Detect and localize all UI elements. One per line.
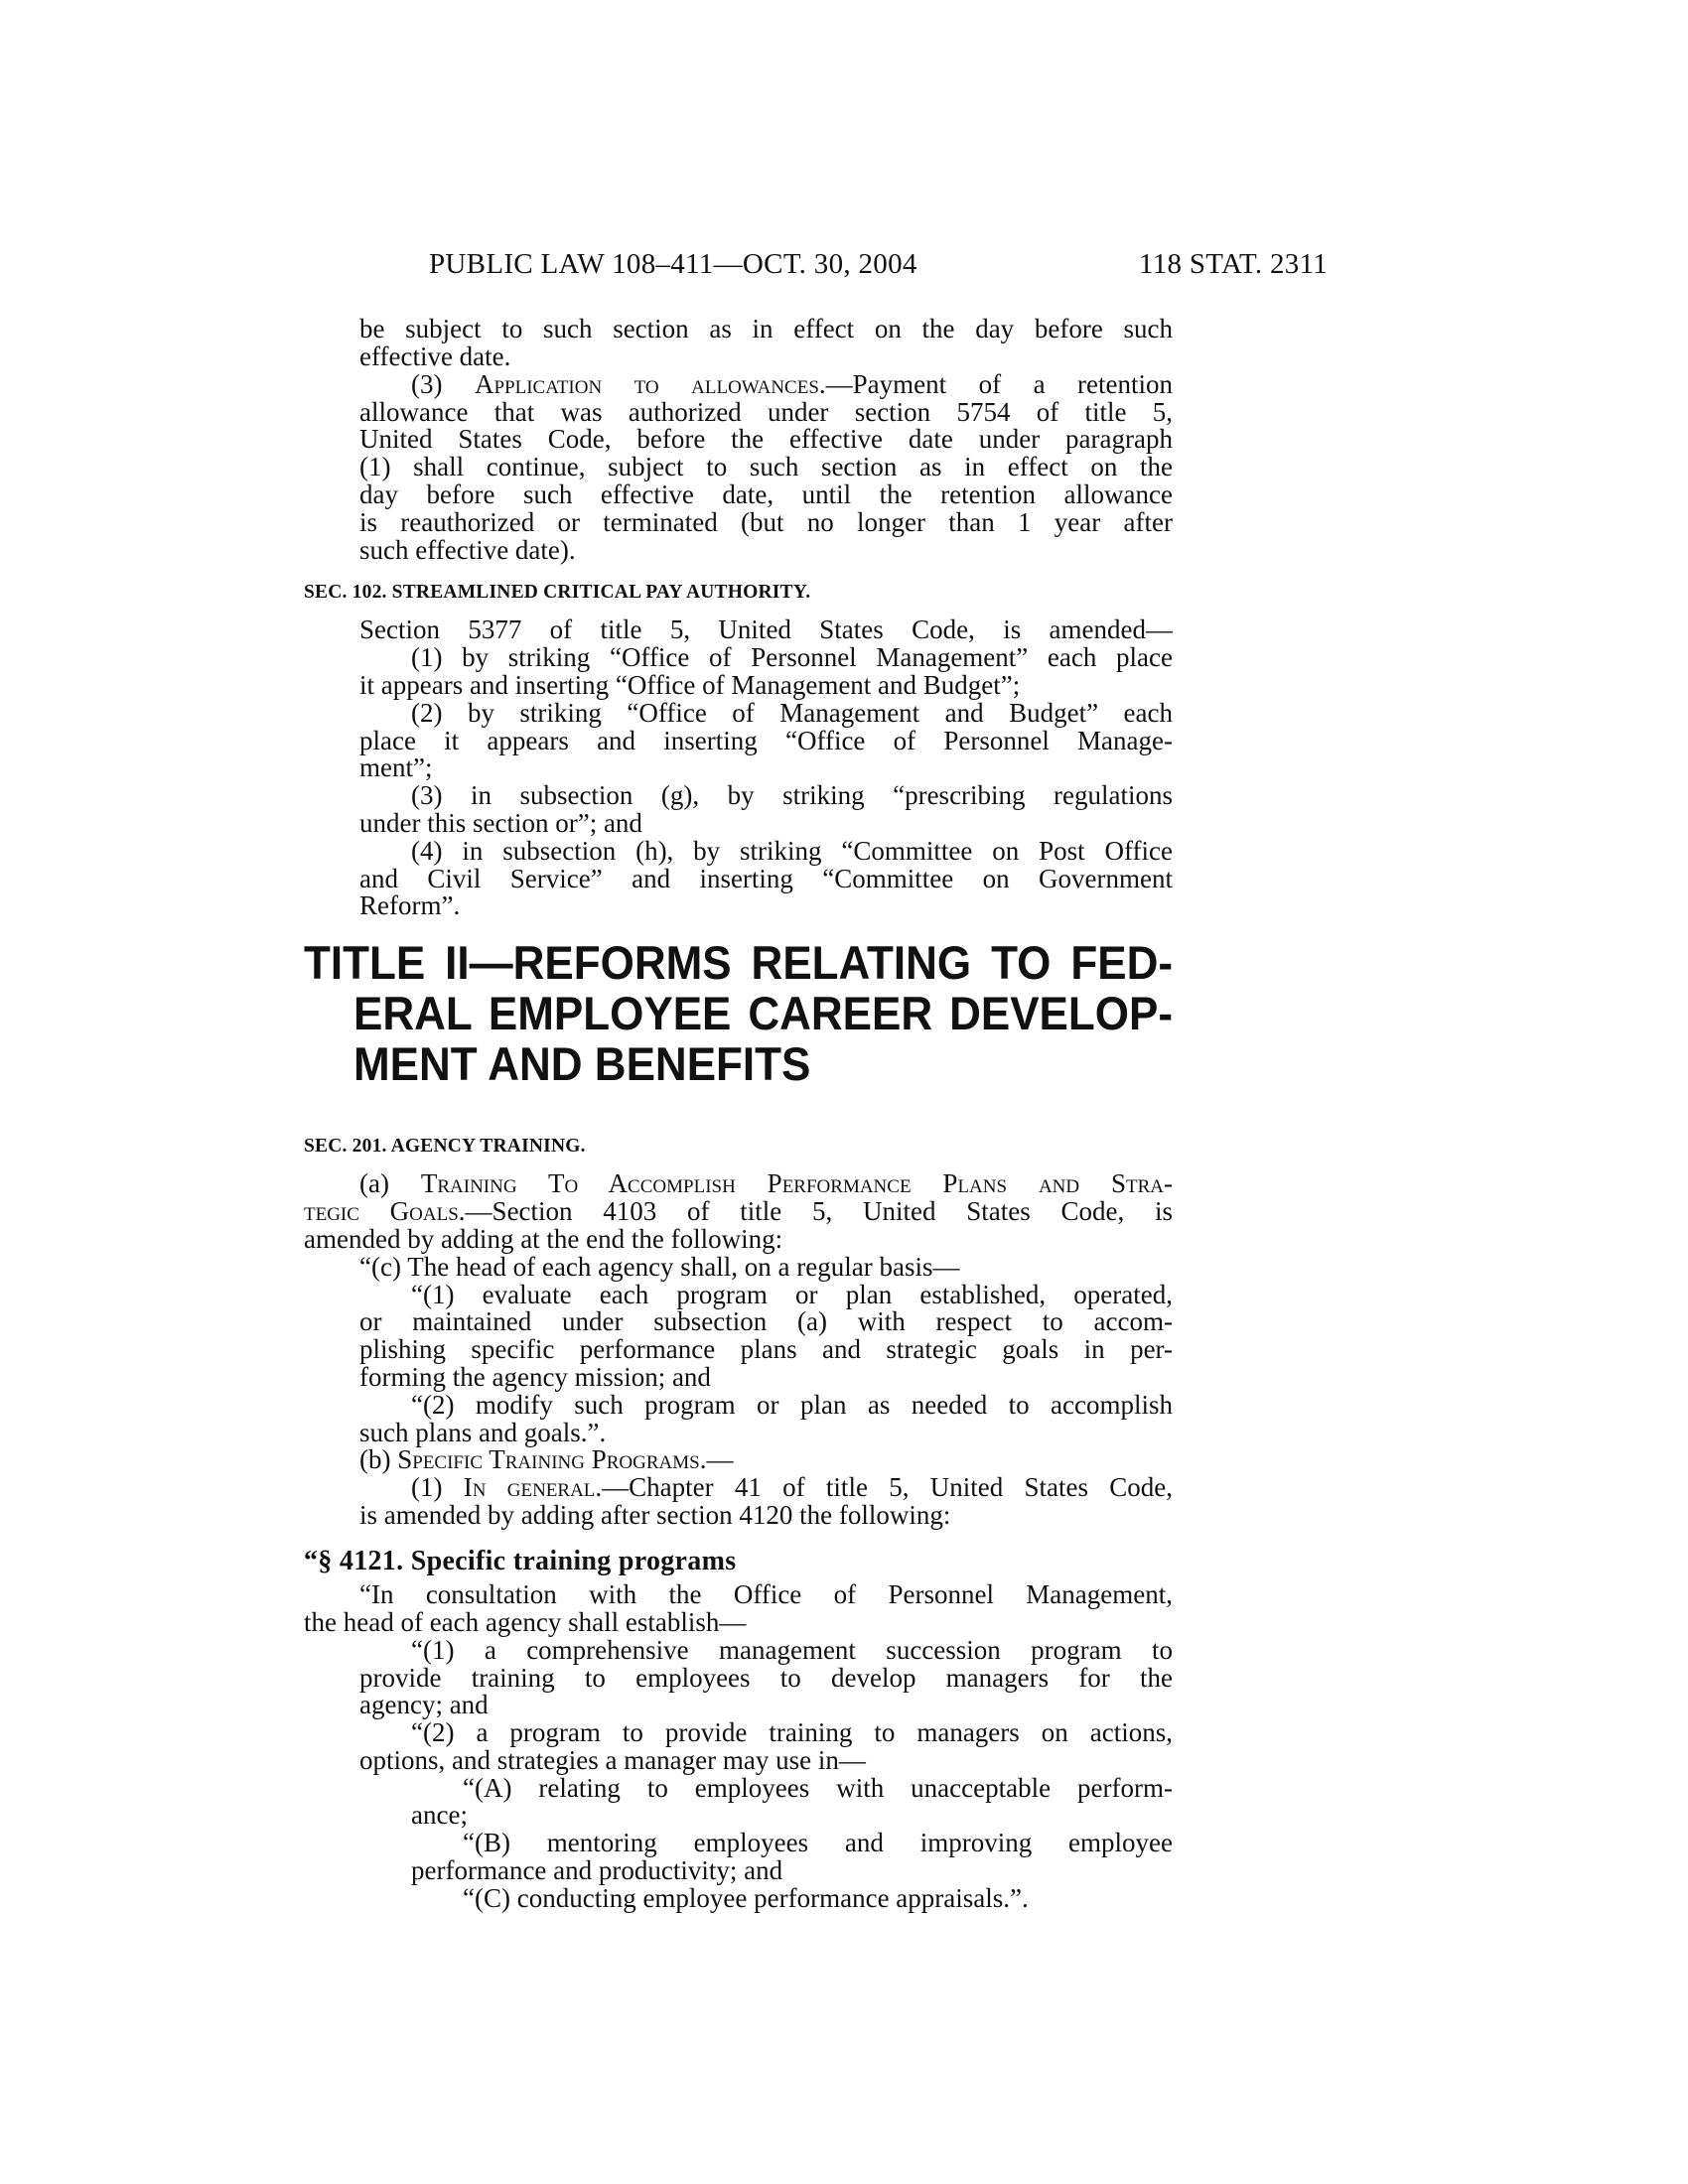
paragraph-heading: Application to allowances. bbox=[474, 371, 826, 399]
body-line: ance; bbox=[411, 1802, 468, 1830]
body-line: “(1) evaluate each program or plan established, operated, bbox=[411, 1282, 1173, 1309]
paragraph-3-line: (3) Application to allowances.—Payment of a retention bbox=[411, 371, 1173, 399]
body-line: plishing specific performance plans and strategic goals in per- bbox=[359, 1336, 1173, 1364]
body-line: such effective date). bbox=[359, 537, 576, 565]
section-heading-201: SEC. 201. AGENCY TRAINING. bbox=[304, 1136, 586, 1157]
body-line: Section 5377 of title 5, United States Code, is amended— bbox=[359, 616, 1173, 644]
body-line: is amended by adding after section 4120 the following: bbox=[359, 1502, 951, 1530]
body-line: and Civil Service” and inserting “Committee on Government bbox=[359, 866, 1173, 893]
body-line: “(c) The head of each agency shall, on a regular basis— bbox=[359, 1254, 960, 1282]
body-line: be subject to such section as in effect on the day before such bbox=[359, 316, 1173, 343]
body-line: United States Code, before the effective date under paragraph bbox=[359, 426, 1173, 454]
subsection-heading: Specific Training Programs. bbox=[397, 1446, 707, 1474]
body-line: “In consultation with the Office of Personnel Management, bbox=[359, 1581, 1173, 1609]
subsection-a-line: (a) Training To Accomplish Performance Plans and Stra- bbox=[359, 1170, 1173, 1198]
body-line: options, and strategies a manager may use in— bbox=[359, 1747, 866, 1775]
body-line: Reform”. bbox=[359, 892, 461, 920]
header-stat-page: 118 STAT. 2311 bbox=[1139, 248, 1329, 280]
body-line: amended by adding at the end the following: bbox=[304, 1226, 783, 1254]
body-line: agency; and bbox=[359, 1692, 489, 1719]
paragraph-heading: In general. bbox=[463, 1474, 603, 1502]
body-line: “(1) a comprehensive management succession program to bbox=[411, 1637, 1173, 1665]
header-title: PUBLIC LAW 108–411—OCT. 30, 2004 bbox=[429, 248, 917, 280]
body-line: provide training to employees to develop managers for the bbox=[359, 1665, 1173, 1693]
body-line: under this section or”; and bbox=[359, 810, 642, 838]
body-line: such plans and goals.”. bbox=[359, 1420, 607, 1447]
subsection-b-line: (b) Specific Training Programs.— bbox=[359, 1446, 734, 1474]
body-line: “(2) a program to provide training to managers on actions, bbox=[411, 1719, 1173, 1747]
subsection-a-line: tegic Goals.—Section 4103 of title 5, United States Code, is bbox=[304, 1198, 1173, 1226]
body-line: place it appears and inserting “Office of Personnel Manage- bbox=[359, 728, 1173, 755]
body-line: allowance that was authorized under section 5754 of title 5, bbox=[359, 399, 1173, 427]
body-line: “(A) relating to employees with unacceptable perform- bbox=[463, 1775, 1173, 1803]
section-heading-102: SEC. 102. STREAMLINED CRITICAL PAY AUTHORITY. bbox=[304, 582, 811, 603]
body-line: or maintained under subsection (a) with respect to accom- bbox=[359, 1308, 1173, 1336]
title-heading-line: MENT AND BENEFITS bbox=[353, 1038, 811, 1091]
body-line: performance and productivity; and bbox=[411, 1857, 783, 1885]
body-line: “(B) mentoring employees and improving employee bbox=[463, 1830, 1173, 1857]
body-line: (1) shall continue, subject to such section as in effect on the bbox=[359, 454, 1173, 481]
body-line: day before such effective date, until the retention allowance bbox=[359, 481, 1173, 509]
title-heading-line: TITLE II—REFORMS RELATING TO FED- bbox=[304, 937, 1173, 990]
body-line: forming the agency mission; and bbox=[359, 1364, 711, 1392]
body-line: is reauthorized or terminated (but no longer than 1 year after bbox=[359, 509, 1173, 537]
subsection-heading: Training To Accomplish Performance Plans and Stra- bbox=[420, 1170, 1173, 1198]
section-heading-4121: “§ 4121. Specific training programs bbox=[304, 1546, 737, 1576]
body-line: (3) in subsection (g), by striking “prescribing regulations bbox=[411, 782, 1173, 810]
body-line: it appears and inserting “Office of Management and Budget”; bbox=[359, 672, 1021, 700]
title-heading-line: ERAL EMPLOYEE CAREER DEVELOP- bbox=[353, 988, 1173, 1040]
body-line: (1) by striking “Office of Personnel Management” each place bbox=[411, 644, 1173, 672]
body-line: the head of each agency shall establish— bbox=[304, 1609, 747, 1637]
body-line: “(2) modify such program or plan as needed to accomplish bbox=[411, 1392, 1173, 1420]
running-header bbox=[0, 248, 1688, 288]
body-line: ment”; bbox=[359, 754, 433, 782]
body-line: (4) in subsection (h), by striking “Committee on Post Office bbox=[411, 838, 1173, 866]
body-line: “(C) conducting employee performance appraisals.”. bbox=[463, 1885, 1029, 1913]
body-line: effective date. bbox=[359, 343, 511, 371]
body-line: (2) by striking “Office of Management and Budget” each bbox=[411, 700, 1173, 728]
paragraph-1-line: (1) In general.—Chapter 41 of title 5, United States Code, bbox=[411, 1474, 1173, 1502]
